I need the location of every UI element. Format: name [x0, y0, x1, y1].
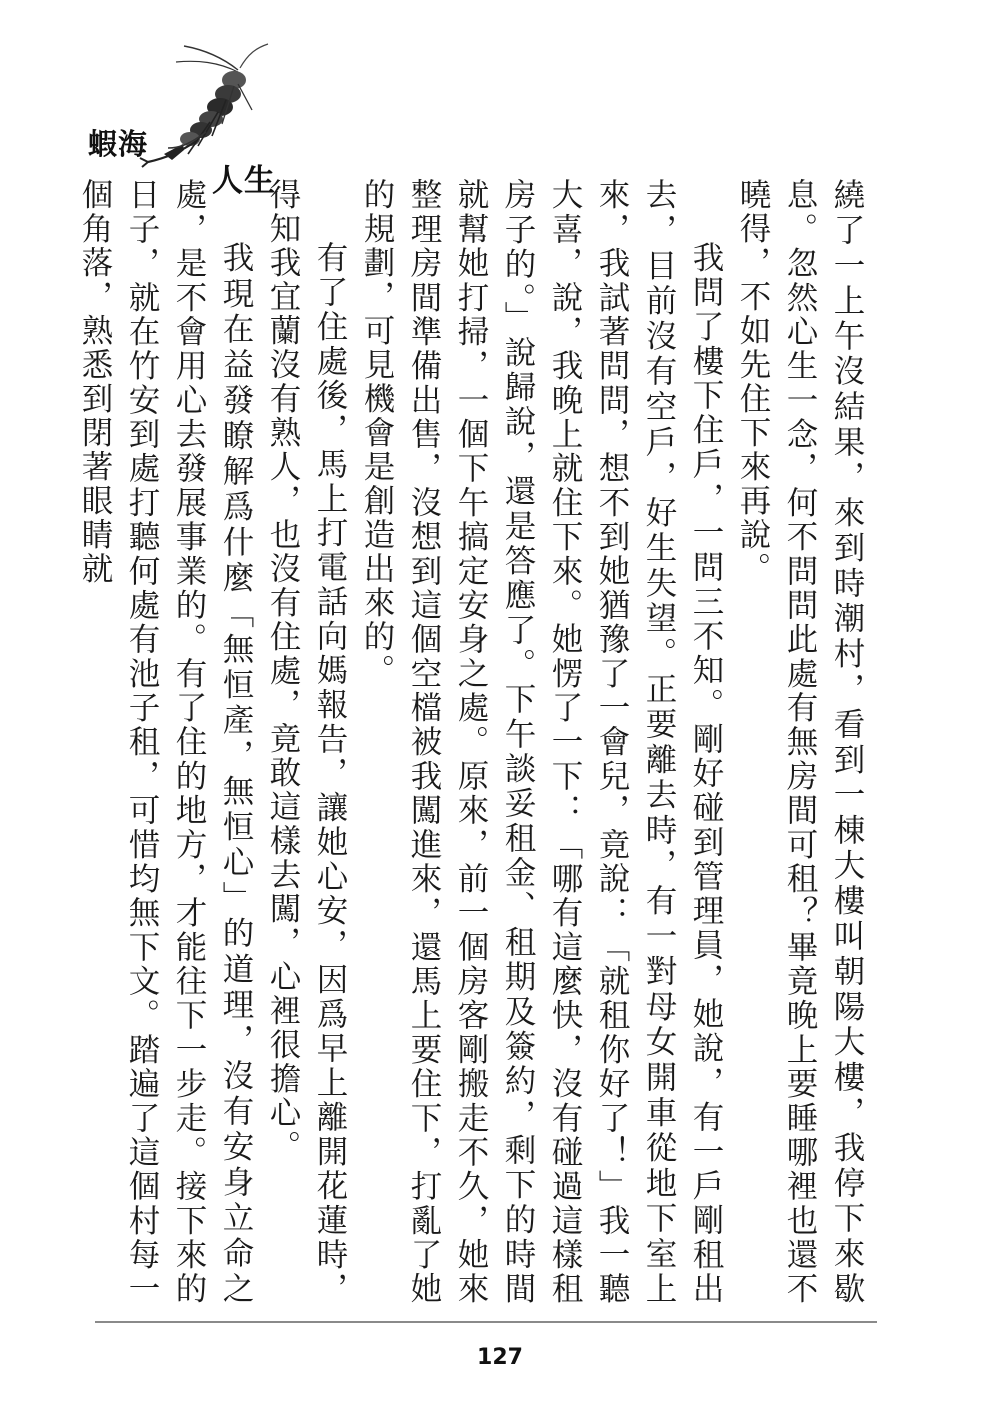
paragraph: 我現在益發瞭解爲什麼「無恒產，無恒心」的道理，沒有安身立命之處，是不會用心去發展事業的。有了住的地方，才能往下一步走。接下來的日子，就在竹安到處打聽何處有池子租，可惜均無下文。踏遍了這個村每一個角落，熟悉到閉著眼睛就	[77, 178, 254, 1306]
page-number: 127	[477, 1345, 523, 1370]
logo-text-part2: 人生	[212, 163, 276, 199]
paragraph: 我問了樓下住戶，一問三不知。剛好碰到管理員，她說，有一戶剛租出去，目前沒有空戶，好生失望。正要離去時，有一對母女開車從地下室上來，我試著問問，想不到她猶豫了一會兒，竟說：「就租你好了！」我一聽大喜，說，我晚上就住下來。她愣了一下：「哪有這麼快，沒有碰過這樣租房子的。」說歸說，還是答應了。下午談妥租金、租期及簽約，剩下的時間就幫她打掃，一個下午搞定安身之處。原來，前一個房客剛搬走不久，她來整理房間準備出售，沒想到這個空檔被我闖進來，還馬上要住下，打亂了她的規劃，可見機會是創造出來的。	[359, 178, 724, 1306]
footer-divider	[95, 1321, 877, 1323]
vertical-text-body	[77, 178, 870, 1306]
paragraph: 有了住處後，馬上打電話向媽報告，讓她心安，因爲早上離開花蓮時，得知我宜蘭沒有熟人，也沒有住處，竟敢這樣去闖，心裡很擔心。	[265, 178, 348, 1306]
book-logo	[88, 40, 288, 199]
logo-text-part1: 蝦海	[88, 127, 149, 161]
paragraph: 繞了一上午沒結果，來到時潮村，看到一棟大樓叫朝陽大樓，我停下來歇息。忽然心生一念，何不問問此處有無房間可租？畢竟晚上要睡哪裡也還不曉得，不如先住下來再說。	[735, 178, 865, 1306]
